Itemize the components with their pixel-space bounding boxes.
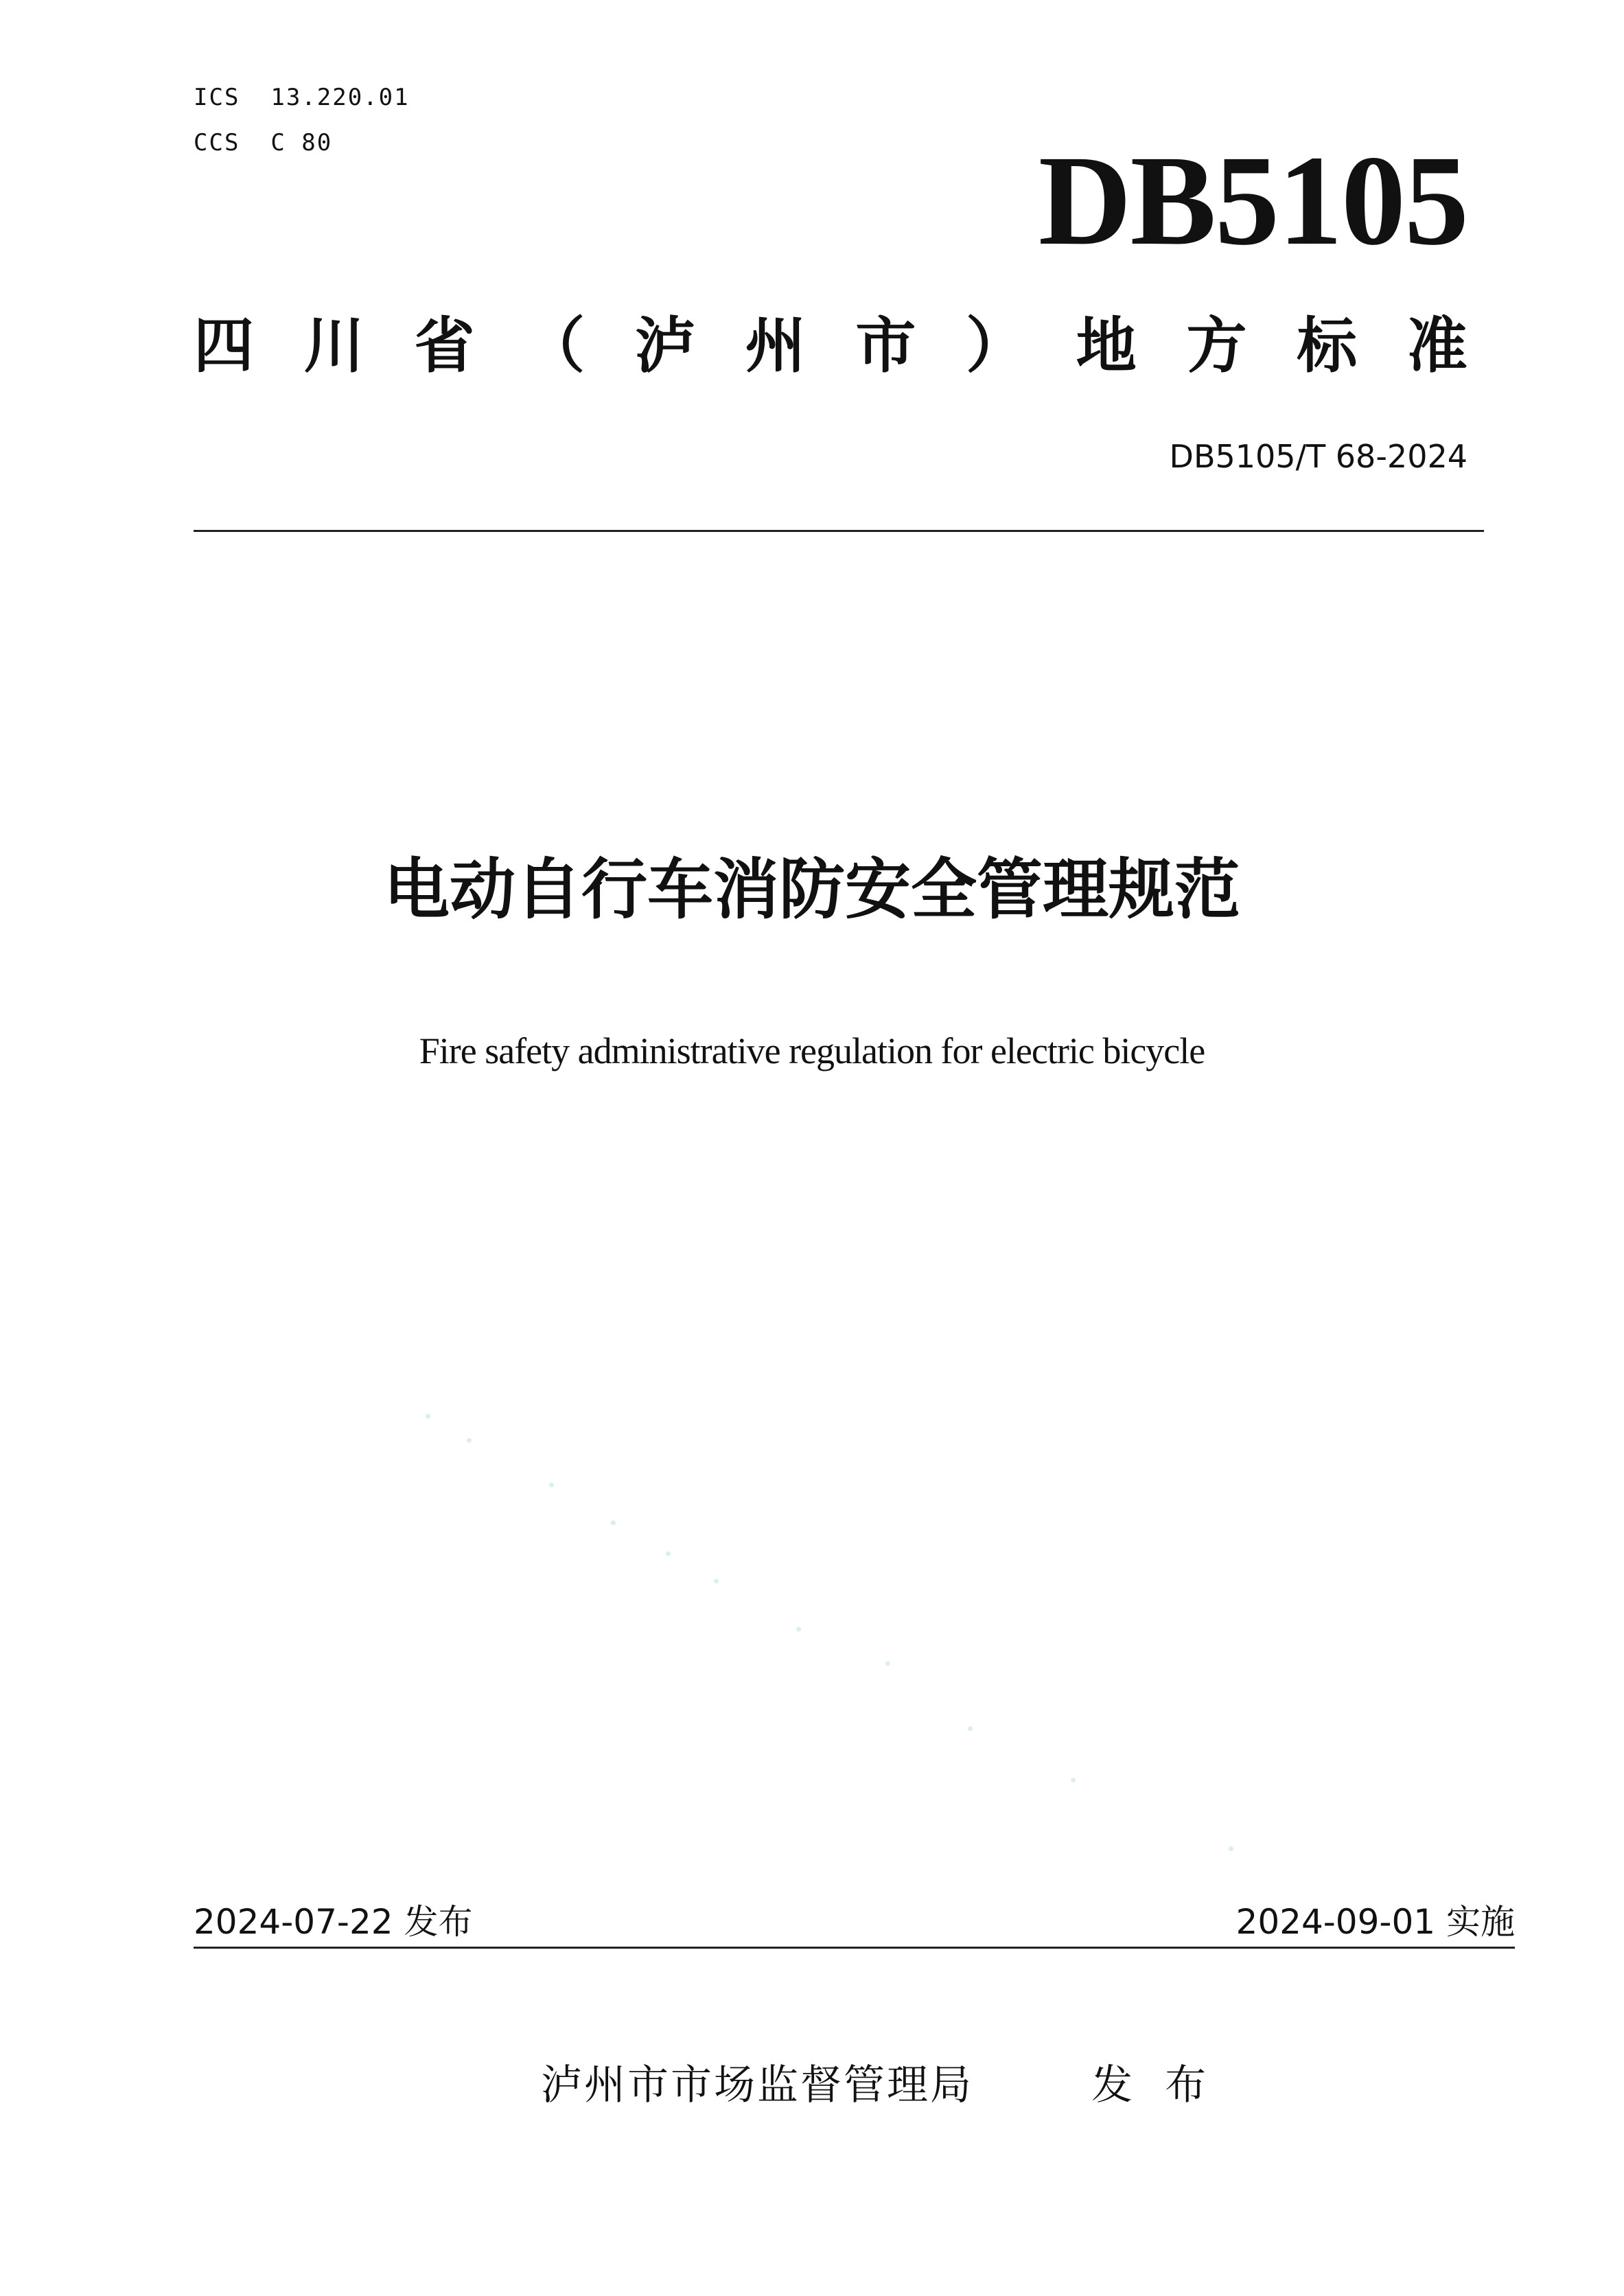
bottom-divider [194, 1947, 1515, 1949]
standard-type-char: 方 [1186, 310, 1247, 381]
publisher-name: 泸州市市场监督管理局 [541, 2061, 973, 2109]
standard-type-char: 四 [194, 310, 255, 381]
standard-type-char: 地 [1076, 310, 1137, 381]
standard-type-char: 市 [855, 310, 916, 381]
standard-type-char: 标 [1297, 310, 1358, 381]
implementation-date: 2024-09-01 实施 [1236, 1902, 1515, 1942]
publish-date: 2024-07-22 发布 [194, 1902, 473, 1942]
standard-type-char: 省 [414, 310, 475, 381]
document-title-zh: 电动自行车消防安全管理规范 [384, 851, 1240, 928]
ccs-code: CCS C 80 [194, 129, 333, 156]
ics-code: ICS 13.220.01 [194, 84, 410, 111]
top-divider [194, 530, 1484, 532]
publisher-action: 发 布 [1091, 2061, 1209, 2109]
standard-type-char: 准 [1406, 310, 1468, 381]
standard-type-char: 州 [745, 310, 806, 381]
standard-number: DB5105/T 68-2024 [1169, 438, 1468, 475]
standard-type-char: 川 [303, 310, 364, 381]
standard-type-char: 泸 [634, 310, 695, 381]
standard-type-heading [194, 310, 1468, 381]
standard-type-char: ） [966, 310, 1027, 381]
db-code-heading: DB5105 [1038, 128, 1468, 272]
standard-type-char: （ [524, 310, 585, 381]
document-title-en: Fire safety administrative regulation for electric bicycle [419, 1030, 1205, 1071]
